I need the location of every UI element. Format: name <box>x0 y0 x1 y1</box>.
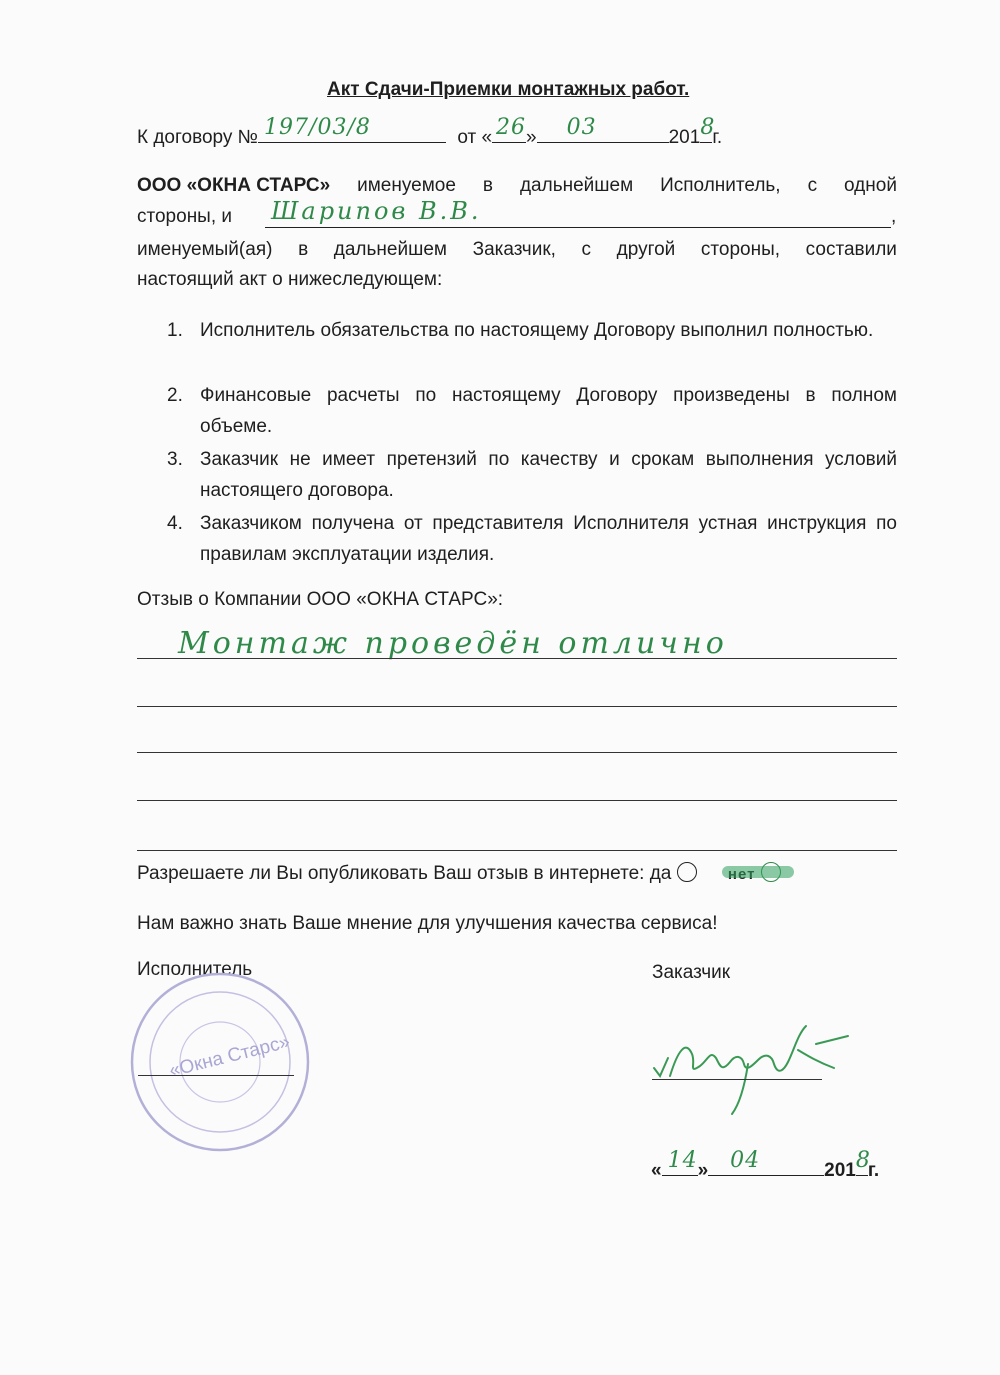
review-line <box>137 850 897 851</box>
intro-word: стороны, <box>700 239 781 260</box>
customer-name-handwritten: Шарипов В.В. <box>271 197 482 225</box>
document-title: Акт Сдачи-Приемки монтажных работ. <box>327 79 690 100</box>
company-stamp <box>128 970 312 1154</box>
contract-month-handwritten: 03 <box>566 115 597 140</box>
signature-icon <box>648 1010 858 1120</box>
customer-signature <box>648 1010 858 1120</box>
intro-line-3 <box>137 238 897 262</box>
bottom-month-field <box>708 1148 824 1176</box>
company-name: ООО «ОКНА СТАРС» <box>137 175 331 196</box>
intro-word: Исполнитель, <box>660 175 781 196</box>
contract-year-prefix: 201 <box>668 127 701 148</box>
bottom-year-prefix: 201 <box>824 1160 856 1181</box>
bottom-month-handwritten: 04 <box>730 1148 761 1173</box>
no-option[interactable] <box>728 862 781 887</box>
intro-line-4: настоящий акт о нижеследующем: <box>137 269 443 290</box>
review-line <box>137 752 897 753</box>
review-line <box>137 800 897 801</box>
stamp-text: «Окна Старс» <box>167 1031 293 1082</box>
executor-label: Исполнитель <box>137 959 253 980</box>
bottom-date-line <box>651 1148 880 1183</box>
contract-number-field <box>258 115 446 143</box>
list-item-text: Финансовые расчеты по настоящему Договору произведены в полном объеме. <box>200 385 897 437</box>
intro-word: именуемый(ая) <box>137 239 273 260</box>
review-line <box>137 658 897 659</box>
list-item <box>167 444 897 508</box>
intro-word: в <box>298 239 309 260</box>
intro-line-2-comma: , <box>891 206 897 227</box>
contract-prefix: К договору № <box>137 127 259 148</box>
list-item-number: 3. <box>167 449 183 470</box>
executor-signature-line <box>138 1075 294 1076</box>
customer-name-field <box>265 197 891 228</box>
review-handwritten: Монтаж проведён отлично <box>178 626 728 661</box>
contract-day-field <box>492 115 527 143</box>
bottom-year-digit-field <box>855 1148 871 1176</box>
list-item <box>167 380 897 444</box>
contract-year-suffix: г. <box>712 127 723 148</box>
intro-line-1 <box>137 174 897 198</box>
contract-line <box>137 115 723 150</box>
intro-word: с <box>581 239 592 260</box>
no-scribble-mark <box>722 866 794 878</box>
bottom-year-suffix: г. <box>867 1160 880 1181</box>
intro-word: Заказчик, <box>472 239 556 260</box>
publish-question: Разрешаете ли Вы опубликовать Ваш отзыв в интернете: да <box>137 863 672 884</box>
bottom-open-quote: « <box>651 1160 662 1181</box>
review-label: Отзыв о Компании ООО «ОКНА СТАРС»: <box>137 589 504 610</box>
contract-mid-quote: » <box>526 127 537 148</box>
contract-year-digit-field <box>700 115 716 143</box>
contract-month-field <box>537 115 669 143</box>
list-item-text: Исполнитель обязательства по настоящему Договору выполнил полностью. <box>200 320 874 341</box>
list-item <box>167 508 897 572</box>
customer-signature-line <box>652 1079 822 1080</box>
intro-word: составили <box>805 239 897 260</box>
customer-label: Заказчик <box>652 962 731 983</box>
intro-word: с <box>807 175 818 196</box>
list-item <box>167 315 897 379</box>
contract-year-digit-handwritten: 8 <box>700 115 716 140</box>
bottom-day-field <box>662 1148 698 1176</box>
intro-line-2 <box>137 197 897 229</box>
intro-word: в <box>482 175 493 196</box>
contract-from-label: от « <box>457 127 493 148</box>
contract-number-handwritten: 197/03/8 <box>264 115 371 140</box>
review-line <box>137 706 897 707</box>
intro-word: дальнейшем <box>333 239 447 260</box>
intro-word: именуемое <box>357 175 456 196</box>
bottom-day-handwritten: 14 <box>667 1148 698 1173</box>
publish-question-line <box>137 862 781 887</box>
yes-radio[interactable] <box>677 862 697 882</box>
intro-word: дальнейшем <box>519 175 634 196</box>
feedback-note: Нам важно знать Ваше мнение для улучшения качества сервиса! <box>137 913 718 934</box>
list-item-number: 4. <box>167 513 183 534</box>
bottom-year-digit-handwritten: 8 <box>855 1148 871 1173</box>
contract-day-handwritten: 26 <box>496 115 527 140</box>
list-item-text: Заказчик не имеет претензий по качеству и срокам выполнения условий настоящего договора. <box>200 449 897 501</box>
intro-word: одной <box>844 175 897 196</box>
bottom-mid-quote: » <box>697 1160 709 1181</box>
list-item-number: 1. <box>167 320 183 341</box>
intro-line-2-start: стороны, и <box>137 206 233 227</box>
intro-word: другой <box>616 239 676 260</box>
list-item-number: 2. <box>167 385 183 406</box>
list-item-text: Заказчиком получена от представителя Исполнителя устная инструкция по правилам эксплуатации изделия. <box>200 513 897 565</box>
